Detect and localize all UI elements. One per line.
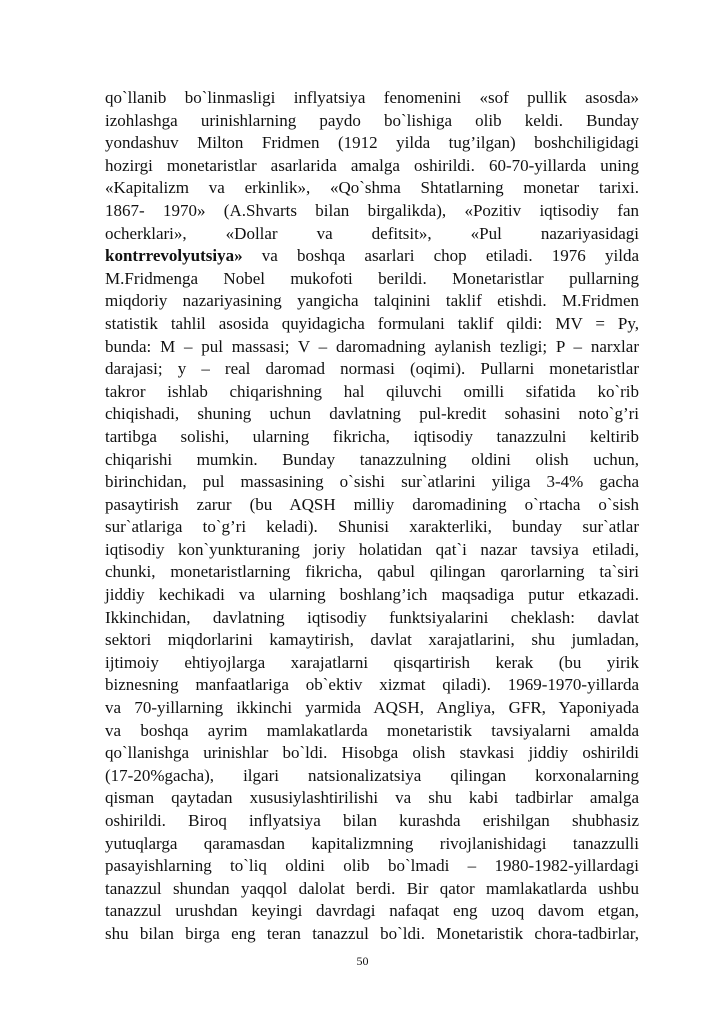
text-line: darajasi; y – real daromad normasi (oqimi). Pullarni monetaristlar (105, 359, 639, 379)
text-line: yutuqlarga qaramasdan kapitalizmning rivojlanishidagi tanazzulli (105, 833, 639, 853)
text-line: iqtisodiy kon`yunkturaning joriy holatidan qat`i nazar tavsiya etiladi, (105, 539, 639, 559)
text-line: pasayishlarning to`liq oldini olib bo`lmadi – 1980-1982-yillardagi (105, 856, 639, 876)
text-line: statistik tahlil asosida quyidagicha formulani taklif qildi: MV = Py, (105, 313, 639, 333)
text-line: qo`llanishga urinishlar bo`ldi. Hisobga olish stavkasi jiddiy oshirildi (105, 743, 639, 763)
text-line: va boshqa ayrim mamlakatlarda monetaristik tavsiyalarni amalda (105, 720, 639, 740)
text-line: sektori miqdorlarini kamaytirish, davlat xarajatlarini, shu jumladan, (105, 630, 639, 650)
text-line: tanazzul urushdan keyingi davrdagi nafaqat eng uzoq davom etgan, (105, 901, 639, 921)
text-line: qo`llanib bo`linmasligi inflyatsiya fenomenini «sof pullik asosda» (105, 88, 639, 107)
text-line: va 70-yillarning ikkinchi yarmida AQSH, Angliya, GFR, Yaponiyada (105, 698, 639, 718)
text-line: oshirildi. Biroq inflyatsiya bilan kurashda erishilgan shubhasiz (105, 811, 639, 830)
text-line: 1867- 1970» (A.Shvarts bilan birgalikda), «Pozitiv iqtisodiy fan (105, 200, 639, 220)
text-line-with-bold-term (105, 245, 639, 268)
text-line: jiddiy kechikadi va ularning boshlang’ich maqsadiga putur etkazadi. (105, 585, 639, 605)
text-line: chunki, monetaristlarning fikricha, qabul qilingan qarorlarning ta`siri (105, 562, 639, 582)
page-number: 50 (356, 954, 369, 968)
text-line: bunda: M – pul massasi; V – daromadning aylanish tezligi; P – narxlar (105, 336, 639, 356)
text-line: shu bilan birga eng teran tanazzul bo`ldi. Monetaristik chora-tadbirlar, (105, 923, 639, 943)
text-line: birinchidan, pul massasining o`sishi sur`atlarini yiliga 3-4% gacha (105, 472, 639, 492)
bold-term: kontrrevolyutsiya» (105, 246, 243, 266)
text-line: sur`atlariga to`g’ri keladi). Shunisi xarakterliki, bunday sur`atlar (105, 517, 639, 537)
text-line: izohlashga urinishlarning paydo bo`lishiga olib keldi. Bunday (105, 110, 639, 130)
text-line-remainder: va boshqa asarlari chop etiladi. 1976 yilda (261, 246, 639, 266)
text-line: takror ishlab chiqarishning hal qiluvchi omilli sifatida ko`rib (105, 381, 639, 401)
body-text (105, 87, 639, 946)
text-line: tanazzul shundan yaqqol dalolat berdi. Bir qator mamlakatlarda ushbu (105, 878, 639, 898)
text-line: ijtimoiy ehtiyojlarga xarajatlarni qisqartirish kerak (bu yirik (105, 652, 639, 672)
text-line: hozirgi monetaristlar asarlarida amalga oshirildi. 60-70-yillarda uning (105, 155, 639, 175)
text-line: chiqarishi mumkin. Bunday tanazzulning oldini olish uchun, (105, 449, 639, 469)
text-line: miqdoriy nazariyasining yangicha talqinini taklif etishdi. M.Fridmen (105, 291, 639, 311)
text-line: chiqishadi, shuning uchun davlatning pul-kredit sohasini noto`g’ri (105, 404, 639, 424)
text-line: (17-20%gacha), ilgari natsionalizatsiya qilingan korxonalarning (105, 765, 639, 785)
text-line: yondashuv Milton Fridmen (1912 yilda tug’ilgan) boshchiligidagi (105, 133, 639, 153)
text-line: Ikkinchidan, davlatning iqtisodiy funktsiyalarini cheklash: davlat (105, 607, 639, 627)
text-line: biznesning manfaatlariga ob`ektiv xizmat qiladi). 1969-1970-yillarda (105, 675, 639, 695)
text-line: M.Fridmenga Nobel mukofoti berildi. Monetaristlar pullarning (105, 268, 639, 288)
text-line: «Kapitalizm va erkinlik», «Qo`shma Shtatlarning monetar tarixi. (105, 178, 639, 198)
text-line: qisman qaytadan xususiylashtirilishi va shu kabi tadbirlar amalga (105, 788, 639, 808)
text-line: tartibga solishi, ularning fikricha, iqtisodiy tanazzulni keltirib (105, 426, 639, 446)
text-line: ocherklari», «Dollar va defitsit», «Pul nazariyasidagi (105, 223, 639, 243)
text-line: pasaytirish zarur (bu AQSH milliy daromadining o`rtacha o`sish (105, 494, 639, 514)
